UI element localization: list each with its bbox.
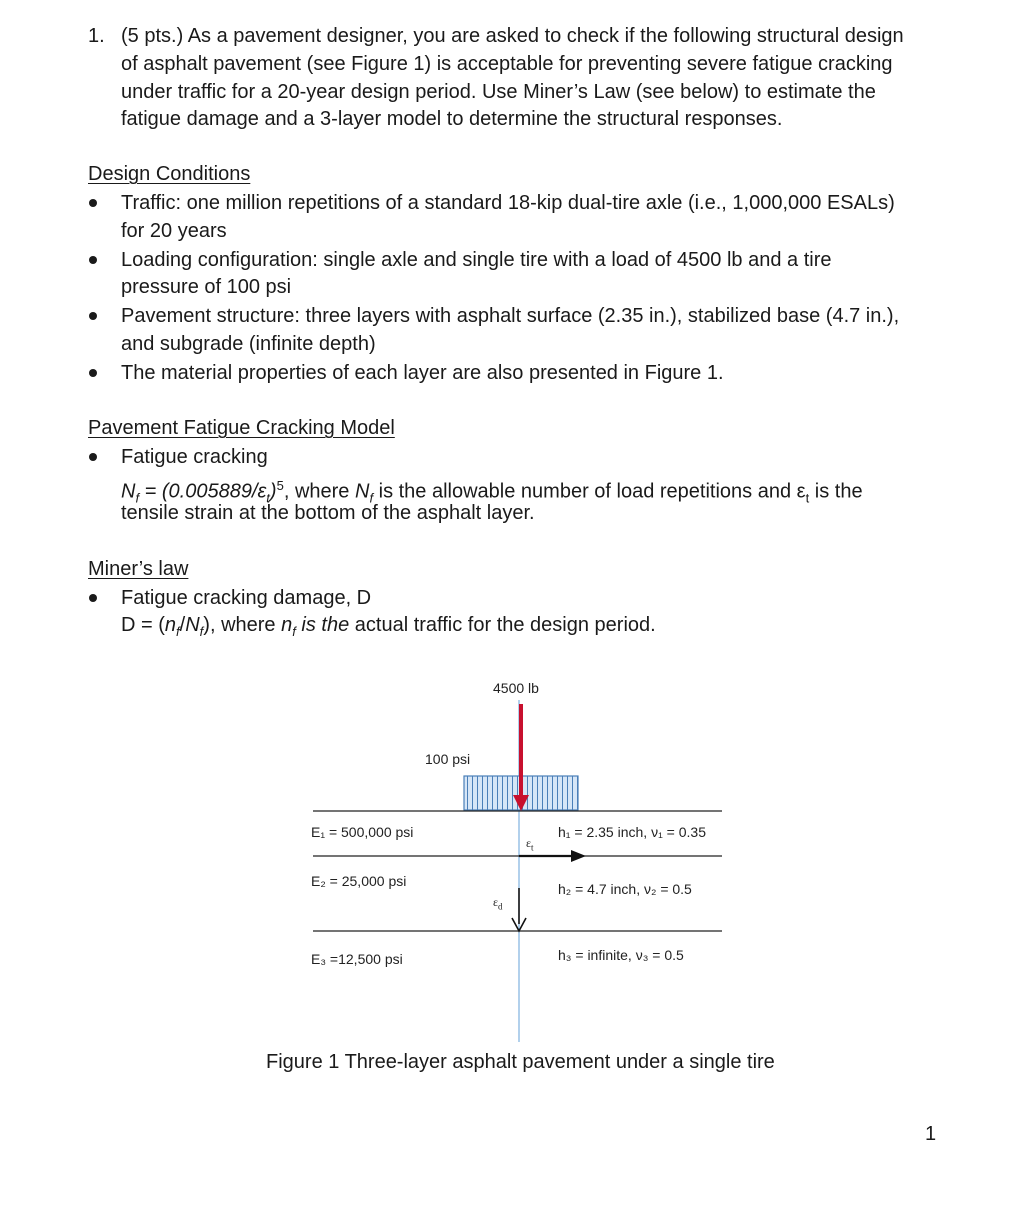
structure-bullet-line-2: and subgrade (infinite depth) [121, 333, 376, 355]
eps-symbol: ε [493, 895, 499, 909]
load-label: 4500 lb [493, 680, 539, 696]
fatigue-line-2: tensile strain at the bottom of the asphalt layer. [121, 502, 535, 524]
formula-n: N [354, 480, 370, 503]
layer-3-thickness: h₃ = infinite, ν₃ = 0.5 [558, 947, 684, 963]
question-number: 1. [88, 25, 105, 47]
material-bullet-line-1: The material properties of each layer are also presented in Figure 1. [121, 362, 724, 384]
formula-part: D = ( [121, 614, 165, 636]
tensile-strain-arrow-head [571, 850, 586, 862]
vertical-strain-label [493, 895, 503, 911]
formula-n: N [185, 614, 200, 636]
fatigue-model-heading: Pavement Fatigue Cracking Model [88, 417, 395, 439]
eps-sub: d [498, 901, 503, 912]
formula-n: n [281, 614, 293, 636]
design-conditions-heading: Design Conditions [88, 163, 251, 185]
page-number: 1 [925, 1123, 937, 1145]
formula-sub: f [292, 624, 296, 639]
formula-part: is the [295, 614, 350, 636]
question-line-2: of asphalt pavement (see Figure 1) is acceptable for preventing severe fatigue cracking [121, 53, 893, 75]
formula-sub: f [369, 490, 374, 506]
tensile-strain-label [526, 836, 534, 852]
formula-sub: t [266, 490, 270, 506]
formula-sub: f [135, 490, 140, 506]
traffic-bullet-line-2: for 20 years [121, 220, 227, 242]
formula-part: actual traffic for the design period. [349, 614, 656, 636]
layer-2-thickness: h₂ = 4.7 inch, ν₂ = 0.5 [558, 881, 692, 897]
layer-1-thickness: h₁ = 2.35 inch, ν₁ = 0.35 [558, 824, 706, 840]
formula-part: ) [269, 480, 277, 503]
formula-sub: f [176, 624, 180, 639]
formula-part: , where [283, 480, 355, 503]
loading-bullet-line-2: pressure of 100 psi [121, 276, 292, 298]
structure-bullet-line-1: Pavement structure: three layers with asphalt surface (2.35 in.), stabilized base (4.7 in.), [121, 305, 900, 327]
formula-part: = (0.005889/ε [139, 480, 267, 503]
question-line-1: (5 pts.) As a pavement designer, you are asked to check if the following structural design [121, 25, 904, 47]
loading-bullet-line-1: Loading configuration: single axle and single tire with a load of 4500 lb and a tire [121, 249, 832, 271]
miners-bullet: Fatigue cracking damage, D [121, 587, 372, 609]
layer-2-modulus: E₂ = 25,000 psi [311, 873, 407, 889]
formula-n: n [164, 614, 177, 636]
eps-sub: t [531, 842, 534, 853]
formula-part: is the allowable number of load repetitions and ε [373, 480, 806, 503]
formula-sub: t [805, 490, 810, 506]
pressure-label: 100 psi [425, 751, 471, 767]
question-line-3: under traffic for a 20-year design period. Use Miner’s Law (see below) to estimate the [121, 81, 876, 103]
layer-3-modulus: E₃ =12,500 psi [311, 951, 403, 967]
layer-1-modulus: E₁ = 500,000 psi [311, 824, 414, 840]
formula-sup: 5 [276, 478, 284, 493]
fatigue-bullet: Fatigue cracking [121, 446, 268, 468]
figure-caption: Figure 1 Three-layer asphalt pavement under a single tire [266, 1051, 775, 1073]
formula-part: is the [809, 480, 863, 503]
question-line-4: fatigue damage and a 3-layer model to determine the structural responses. [121, 108, 783, 130]
traffic-bullet-line-1: Traffic: one million repetitions of a standard 18-kip dual-tire axle (i.e., 1,000,000 ESALs) [121, 192, 895, 214]
formula-sub: f [199, 624, 204, 639]
formula-part: / [179, 614, 186, 636]
eps-symbol: ε [526, 836, 532, 850]
miners-law-heading: Miner’s law [88, 558, 189, 580]
formula-n: N [121, 480, 136, 503]
formula-part: ), where [203, 614, 282, 636]
